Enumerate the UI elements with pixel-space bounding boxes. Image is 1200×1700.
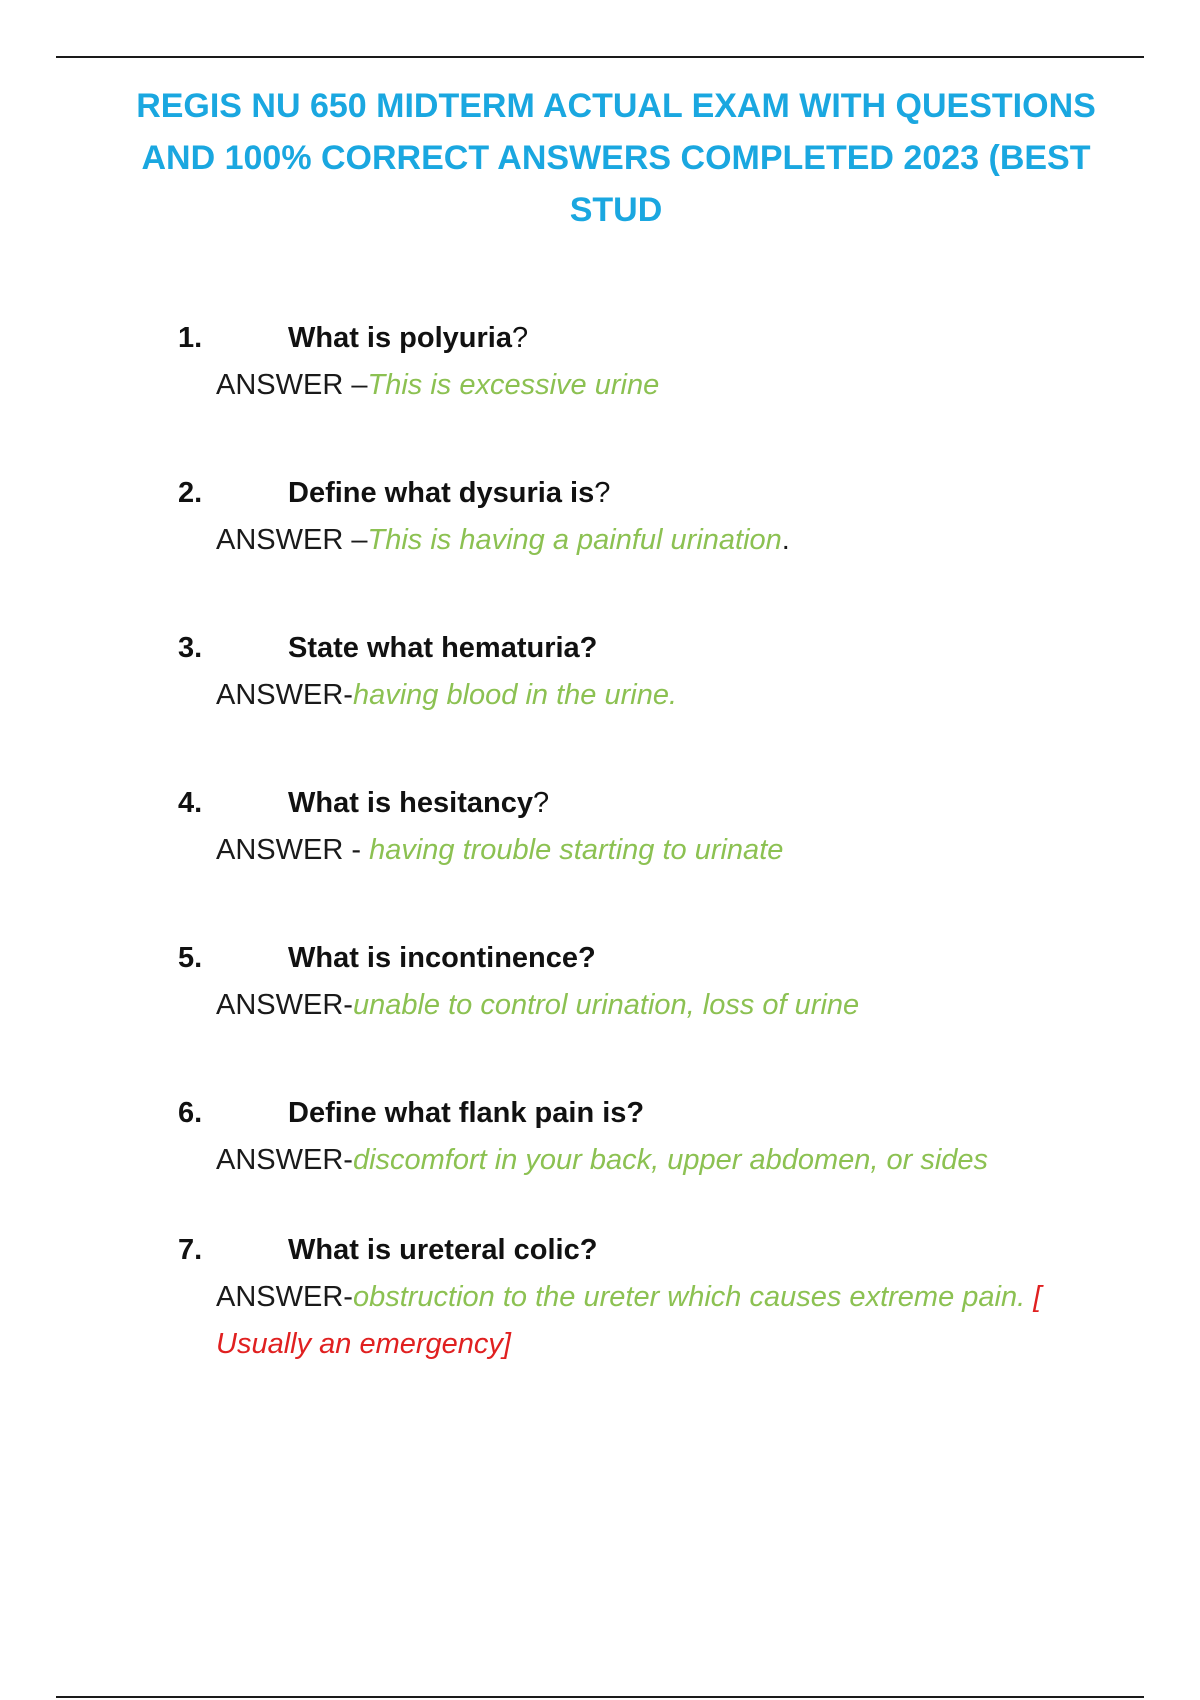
answer-prefix: ANSWER- <box>216 1144 353 1176</box>
answer-note: [ Usually an emergency] <box>216 1281 1042 1360</box>
answer-trail <box>1025 1281 1033 1313</box>
answer-text: This is excessive urine <box>367 369 660 401</box>
answer-text: having blood in the urine. <box>352 679 678 711</box>
question-content <box>288 780 549 827</box>
answer-text: obstruction to the ureter which causes extreme pain. <box>352 1281 1026 1313</box>
answer-row <box>178 1137 1118 1184</box>
question-row <box>178 470 1118 517</box>
qa-item-3 <box>178 625 1118 719</box>
answer-trail: . <box>781 524 790 556</box>
question-text: What is ureteral colic? <box>288 1234 598 1266</box>
question-number: 5. <box>178 942 203 974</box>
answer-prefix: ANSWER- <box>216 1281 353 1313</box>
answer-prefix: ANSWER - <box>216 834 370 866</box>
question-mark: ? <box>532 787 550 819</box>
question-number: 7. <box>178 1234 203 1266</box>
qa-item-4 <box>178 780 1118 874</box>
answer-text: having trouble starting to urinate <box>369 834 784 866</box>
question-number: 3. <box>178 632 203 664</box>
qa-item-6 <box>178 1090 1118 1184</box>
question-text: What is polyuria <box>288 322 512 354</box>
qa-item-2 <box>178 470 1118 564</box>
question-content <box>288 1227 597 1274</box>
qa-item-1 <box>178 315 1118 409</box>
answer-prefix: ANSWER- <box>216 679 353 711</box>
question-number: 1. <box>178 322 203 354</box>
question-text: State what hematuria? <box>288 632 598 664</box>
question-content <box>288 935 596 982</box>
qa-item-5 <box>178 935 1118 1029</box>
question-row <box>178 780 1118 827</box>
question-content <box>288 470 610 517</box>
answer-row <box>178 362 1118 409</box>
question-mark: ? <box>594 477 611 509</box>
question-row <box>178 935 1118 982</box>
question-text: What is incontinence? <box>288 942 596 974</box>
answer-row <box>178 982 1118 1029</box>
answer-row <box>178 827 1118 874</box>
question-text: Define what dysuria is <box>288 477 595 509</box>
question-list <box>178 315 1118 1368</box>
question-text: What is hesitancy <box>288 787 533 819</box>
qa-item-7 <box>178 1227 1118 1368</box>
answer-text: unable to control urination, loss of urine <box>352 989 860 1021</box>
question-text: Define what flank pain is? <box>288 1097 645 1129</box>
question-number: 2. <box>178 477 203 509</box>
question-row <box>178 625 1118 672</box>
question-number: 6. <box>178 1097 203 1129</box>
answer-prefix: ANSWER – <box>216 369 368 401</box>
question-content <box>288 1090 644 1137</box>
question-row <box>178 1090 1118 1137</box>
answer-prefix: ANSWER- <box>216 989 353 1021</box>
question-content <box>288 625 597 672</box>
document-title: REGIS NU 650 MIDTERM ACTUAL EXAM WITH QUESTIONS AND 100% CORRECT ANSWERS COMPLETED 2023 (BEST STUD <box>136 87 1096 229</box>
question-row <box>178 315 1118 362</box>
question-number: 4. <box>178 787 203 819</box>
answer-text: This is having a painful urination <box>367 524 782 556</box>
question-mark: ? <box>511 322 529 354</box>
answer-row <box>178 517 1118 564</box>
answer-row <box>178 672 1118 719</box>
question-row <box>178 1227 1118 1274</box>
answer-row <box>178 1274 1096 1368</box>
question-content <box>288 315 528 362</box>
answer-text: discomfort in your back, upper abdomen, or sides <box>352 1144 989 1176</box>
answer-prefix: ANSWER – <box>216 524 368 556</box>
top-rule <box>56 56 1144 58</box>
bottom-rule <box>56 1696 1144 1698</box>
